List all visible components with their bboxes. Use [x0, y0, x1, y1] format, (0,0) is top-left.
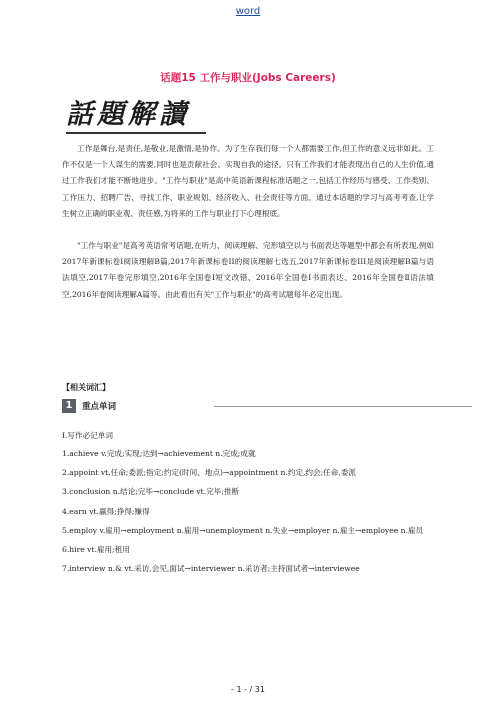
intro-paragraph-1: 工作是舞台,是责任,是敬业,是激情,是协作。为了生存我们每一个人都需要工作,但工作的意义远非如此。工作不仅是一个人谋生的需要,同时也是贡献社会、实现自我的途径。只有工作我们才能表现出自己的人生价值,通过工作我们才能不断地进步。"工作与职业"是高中英语新课程标准话题之一,包括工作经历与感受、工作类别、工作压力、招聘广告、寻找工作、职业规划、经济收入、社会责任等方面。通过本话题的学习与高考考查,让学生树立正确的职业观、责任感,为将来的工作与职业打下心理根底。: [62, 144, 434, 218]
vocab-item: 4.earn vt.赢得;挣得;赚得: [62, 506, 150, 516]
header-link[interactable]: word: [235, 6, 261, 17]
banner-text: 話題解讀: [66, 99, 190, 130]
subsection-number: 1: [62, 399, 76, 413]
vocab-item: 1.achieve v.完成;实现;达到→achievement n.完成;成就: [62, 449, 256, 458]
page-number: - 1 - / 31: [231, 685, 265, 694]
subsection-label: 重点单词: [82, 402, 117, 412]
intro-paragraph-2: "工作与职业"是高考英语常考话题,在听力、阅读理解、完形填空以与书面表达等题型中都会有所表现,例如2017年新课标卷I阅读理解B篇,2017年新课标卷II的阅读理解七选五,2017年新课标卷III是阅读理解B篇与语法填空,2017年卷完形填空,2016年全国卷Ⅰ短文改错、2016年全国卷Ⅰ书面表达、2016年全国卷Ⅱ语法填空,2016年卷阅读理解A篇等。由此看出有关"工作与职业"的高考试题每年必定出现。: [62, 241, 434, 299]
subsection-rule: [214, 406, 472, 407]
section-label: 【相关词汇】: [62, 383, 110, 392]
vocab-item: 3.conclusion n.结论;完毕→conclude vt.完毕;推断: [62, 487, 240, 497]
vocab-item: 7.interview n.& vt.采访,会见,面试→interviewer n.采访者;主持面试者→interviewee: [62, 564, 360, 574]
vocab-item: 5.employ v.雇用→employment n.雇用→unemployment n.失业→employer n.雇主→employee n.雇员: [62, 525, 424, 535]
vocab-item: 2.appoint vt.任命;委派;指定;约定(时间、地点)→appointment n.约定,约会;任命,委派: [62, 468, 356, 478]
vocab-heading: Ⅰ.写作必记单词: [62, 431, 113, 440]
page-title: 话题15 工作与职业(Jobs Careers): [160, 72, 336, 84]
subsection-header: [62, 398, 116, 414]
vocab-list: [62, 446, 444, 580]
vocab-item: 6.hire vt.雇用;租用: [62, 545, 130, 555]
topic-banner: [66, 100, 206, 136]
banner-underline: [66, 132, 206, 134]
